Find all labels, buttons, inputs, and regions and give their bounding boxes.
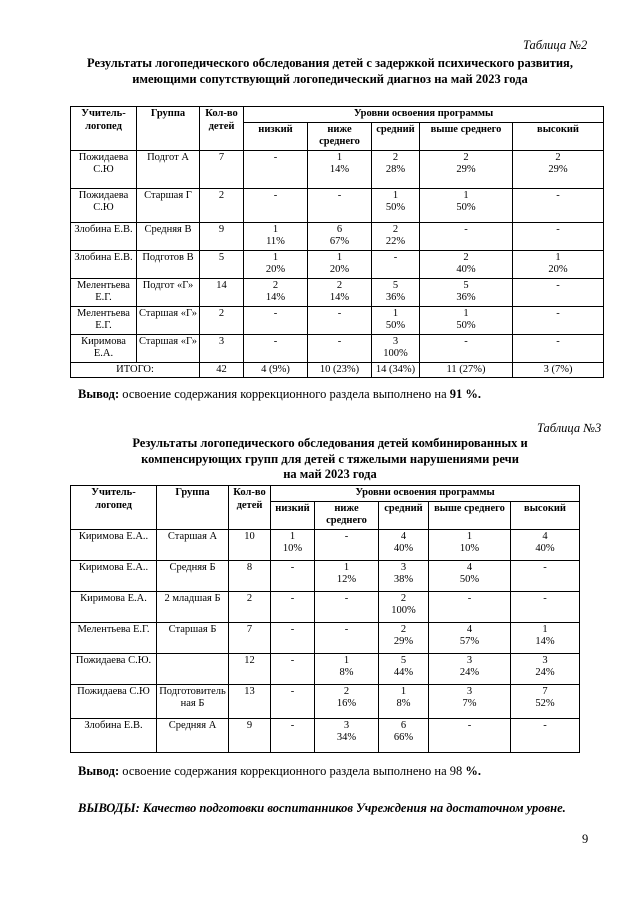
table-row (71, 718, 580, 752)
cell-high (513, 278, 604, 306)
cell-percent: 8% (339, 667, 354, 678)
table-row (71, 684, 580, 718)
cell-percent: 50% (459, 574, 480, 585)
table3-title-line3: на май 2023 года (283, 467, 377, 481)
cell-value: 1 (400, 685, 407, 697)
table3-header-low: низкий (271, 501, 315, 529)
cell-teacher: Киримова Е.А.. (71, 560, 157, 591)
cell-value: 6 (336, 223, 343, 235)
cell-low (271, 622, 315, 653)
cell-percent: 20% (548, 264, 568, 275)
cell-low (271, 684, 315, 718)
cell-teacher: Злобина Е.В. (71, 250, 137, 278)
cell-high (513, 250, 604, 278)
cell-value: 1 (463, 189, 469, 201)
cell-value: 2 (463, 251, 469, 263)
cell-above (429, 718, 511, 752)
table3-header-high: высокий (511, 501, 580, 529)
page-number: 9 (582, 832, 589, 846)
cell-group (157, 653, 229, 684)
cell-value: - (273, 335, 278, 347)
cell-value: 4 (542, 530, 548, 542)
cell-value: 1 (392, 307, 399, 319)
table3-title-line1: Результаты логопедического обследования детей комбинированных и (132, 436, 528, 450)
cell-teacher: Мелентьева Е.Г. (71, 278, 137, 306)
cell-count: 7 (200, 150, 244, 188)
cell-value: 1 (555, 251, 561, 263)
cell-teacher: Пожидаева С.Ю (71, 188, 137, 222)
table3-header-teacher: Учитель-логопед (71, 486, 157, 530)
cell-value: 3 (392, 335, 399, 347)
cell-avg (379, 718, 429, 752)
cell-value: 2 (463, 151, 469, 163)
cell-value: - (344, 623, 349, 635)
cell-low (244, 334, 308, 362)
cell-value: 3 (343, 719, 350, 731)
cell-high (513, 188, 604, 222)
cell-percent: 28% (385, 164, 406, 175)
cell-percent: 12% (336, 574, 357, 585)
cell-high (511, 718, 580, 752)
cell-value: - (344, 592, 349, 604)
cell-avg (379, 653, 429, 684)
cell-teacher: Мелентьева Е.Г. (71, 306, 137, 334)
table2-conclusion-label: Вывод: (78, 387, 120, 401)
cell-value: - (543, 592, 547, 604)
cell-below (315, 684, 379, 718)
cell-value: - (556, 189, 560, 201)
cell-group: Старшая А (157, 529, 229, 560)
cell-value: 2 (336, 279, 343, 291)
cell-value: 5 (463, 279, 469, 291)
cell-avg (379, 529, 429, 560)
cell-group: Средняя А (157, 718, 229, 752)
cell-avg (372, 222, 420, 250)
cell-percent: 57% (459, 636, 480, 647)
table-row (71, 150, 604, 188)
cell-percent: 29% (456, 164, 476, 175)
table-row (71, 334, 604, 362)
cell-value: - (337, 335, 342, 347)
table-row (71, 529, 580, 560)
cell-group: 2 младшая Б (157, 591, 229, 622)
table2-total-above: 11 (27%) (420, 362, 513, 378)
cell-value: - (290, 719, 295, 731)
cell-percent: 14% (329, 292, 350, 303)
cell-value: 1 (343, 561, 350, 573)
cell-percent: 40% (456, 264, 476, 275)
table2-title-line1: Результаты логопедического обследования детей с задержкой психического развития, (87, 56, 573, 70)
cell-count: 9 (200, 222, 244, 250)
cell-below (308, 150, 372, 188)
cell-teacher: Пожидаева С.Ю (71, 684, 157, 718)
cell-group: Средняя Б (157, 560, 229, 591)
table3-header-below: ниже среднего (315, 501, 379, 529)
cell-value: 1 (392, 189, 399, 201)
table2-total-label: ИТОГО: (71, 362, 200, 378)
cell-above (429, 560, 511, 591)
cell-percent: 10% (282, 543, 303, 554)
table-row (71, 591, 580, 622)
cell-avg (379, 684, 429, 718)
cell-high (511, 529, 580, 560)
table3 (70, 485, 580, 753)
cell-above (420, 222, 513, 250)
cell-above (420, 150, 513, 188)
cell-low (244, 278, 308, 306)
table2-total-high: 3 (7%) (513, 362, 604, 378)
cell-low (271, 529, 315, 560)
cell-percent: 50% (385, 320, 406, 331)
cell-avg (372, 306, 420, 334)
cell-count: 7 (229, 622, 271, 653)
table-row (71, 653, 580, 684)
table2-total-count: 42 (200, 362, 244, 378)
cell-percent: 11% (266, 236, 285, 247)
cell-value: 1 (272, 251, 279, 263)
cell-percent: 14% (329, 164, 350, 175)
table2-total-avg: 14 (34%) (372, 362, 420, 378)
cell-teacher: Злобина Е.В. (71, 718, 157, 752)
cell-value: - (273, 307, 278, 319)
cell-below (308, 306, 372, 334)
cell-value: - (337, 307, 342, 319)
cell-value: - (290, 592, 295, 604)
cell-high (511, 591, 580, 622)
cell-percent: 24% (535, 667, 555, 678)
cell-percent: 40% (393, 543, 414, 554)
cell-percent: 44% (393, 667, 414, 678)
table3-conclusion-text: освоение содержания коррекционного раздела выполнено на 98 (119, 764, 466, 778)
cell-group: Средняя В (137, 222, 200, 250)
cell-low (244, 188, 308, 222)
table2-body (71, 150, 604, 362)
cell-value: - (543, 719, 547, 731)
cell-percent: 50% (456, 202, 476, 213)
cell-percent: 50% (385, 202, 406, 213)
cell-percent: 14% (535, 636, 555, 647)
cell-percent: 22% (385, 236, 406, 247)
table2-conclusion (78, 387, 481, 402)
cell-above (420, 188, 513, 222)
cell-value: - (344, 530, 349, 542)
cell-high (511, 622, 580, 653)
table2-header-count: Кол-во детей (200, 107, 244, 151)
final-conclusion: ВЫВОДЫ: Качество подготовки воспитанников Учреждения на достаточном уровне. (78, 801, 566, 815)
table2-total-row (71, 362, 604, 378)
table-row (71, 278, 604, 306)
table2-header-high: высокий (513, 122, 604, 150)
cell-value: 2 (392, 223, 399, 235)
cell-group: Старшая Б (157, 622, 229, 653)
cell-group: Подготовитель ная Б (157, 684, 229, 718)
cell-value: 3 (466, 685, 473, 697)
cell-value: 1 (466, 530, 473, 542)
cell-count: 9 (229, 718, 271, 752)
cell-teacher: Пожидаева С.Ю (71, 150, 137, 188)
cell-low (271, 560, 315, 591)
cell-value: 4 (466, 623, 473, 635)
cell-value: 5 (392, 279, 399, 291)
cell-count: 2 (229, 591, 271, 622)
cell-value: 5 (400, 654, 407, 666)
cell-avg (379, 591, 429, 622)
cell-avg (372, 188, 420, 222)
cell-value: - (290, 654, 295, 666)
cell-value: 7 (542, 685, 548, 697)
cell-below (308, 334, 372, 362)
cell-below (308, 250, 372, 278)
cell-teacher: Злобина Е.В. (71, 222, 137, 250)
cell-avg (372, 334, 420, 362)
cell-value: 1 (272, 223, 279, 235)
table-row (71, 306, 604, 334)
cell-value: 1 (343, 654, 350, 666)
cell-percent: 14% (265, 292, 286, 303)
cell-value: 3 (400, 561, 407, 573)
cell-high (511, 653, 580, 684)
cell-above (429, 529, 511, 560)
cell-value: - (290, 623, 295, 635)
cell-value: 1 (289, 530, 296, 542)
cell-percent: 50% (456, 320, 476, 331)
cell-avg (372, 278, 420, 306)
cell-value: 3 (466, 654, 473, 666)
cell-value: 1 (336, 251, 343, 263)
cell-count: 2 (200, 306, 244, 334)
cell-percent: 7% (462, 698, 477, 709)
table3-header-avg: средний (379, 501, 429, 529)
table2 (70, 106, 604, 378)
cell-low (244, 306, 308, 334)
cell-value: - (464, 223, 468, 235)
cell-value: 2 (400, 623, 407, 635)
cell-value: - (556, 335, 560, 347)
cell-value: 2 (400, 592, 407, 604)
cell-value: - (467, 592, 472, 604)
cell-value: - (464, 335, 468, 347)
cell-percent: 29% (548, 164, 568, 175)
table2-label: Таблица №2 (523, 38, 588, 52)
cell-above (429, 591, 511, 622)
cell-teacher: Киримова Е.А.. (71, 529, 157, 560)
cell-value: - (337, 189, 342, 201)
cell-high (511, 684, 580, 718)
cell-avg (372, 250, 420, 278)
table3-conclusion-label: Вывод: (78, 764, 120, 778)
cell-percent: 52% (535, 698, 555, 709)
table2-header-teacher: Учитель-логопед (71, 107, 137, 151)
cell-value: - (290, 561, 295, 573)
cell-low (244, 222, 308, 250)
cell-value: 6 (400, 719, 407, 731)
cell-below (308, 278, 372, 306)
table3-conclusion-value: %. (465, 764, 482, 778)
cell-percent: 36% (385, 292, 406, 303)
table2-header-levels: Уровни освоения программы (244, 107, 604, 123)
cell-percent: 24% (459, 667, 480, 678)
table3-label: Таблица №3 (537, 421, 602, 435)
cell-value: 3 (542, 654, 548, 666)
cell-teacher: Мелентьева Е.Г. (71, 622, 157, 653)
cell-avg (372, 150, 420, 188)
cell-count: 13 (229, 684, 271, 718)
cell-percent: 36% (456, 292, 476, 303)
cell-value: 4 (400, 530, 407, 542)
cell-value: - (273, 151, 278, 163)
cell-low (271, 591, 315, 622)
cell-value: - (290, 685, 295, 697)
cell-above (420, 250, 513, 278)
table-row (71, 250, 604, 278)
cell-low (244, 150, 308, 188)
cell-value: - (273, 189, 278, 201)
cell-percent: 20% (265, 264, 286, 275)
cell-high (513, 306, 604, 334)
cell-low (244, 250, 308, 278)
cell-percent: 29% (393, 636, 414, 647)
cell-count: 10 (229, 529, 271, 560)
table-row (71, 560, 580, 591)
cell-below (315, 591, 379, 622)
cell-value: 2 (272, 279, 279, 291)
cell-high (511, 560, 580, 591)
cell-value: - (543, 561, 547, 573)
cell-high (513, 222, 604, 250)
cell-value: 1 (336, 151, 343, 163)
table-row (71, 222, 604, 250)
cell-value: - (393, 251, 398, 263)
cell-low (271, 653, 315, 684)
table2-header-below: ниже среднего (308, 122, 372, 150)
cell-percent: 16% (336, 698, 357, 709)
cell-group: Старшая Г (137, 188, 200, 222)
cell-group: Подготов В (137, 250, 200, 278)
table3-body (71, 529, 580, 752)
cell-above (429, 653, 511, 684)
table2-conclusion-value: 91 %. (449, 387, 482, 401)
table3-header-levels: Уровни освоения программы (271, 486, 580, 502)
cell-percent: 8% (396, 698, 411, 709)
cell-percent: 66% (393, 732, 414, 743)
cell-value: 4 (466, 561, 473, 573)
cell-value: - (556, 223, 560, 235)
cell-count: 2 (200, 188, 244, 222)
cell-count: 5 (200, 250, 244, 278)
table2-header-group: Группа (137, 107, 200, 151)
table3-header-count: Кол-во детей (229, 486, 271, 530)
cell-percent: 20% (329, 264, 350, 275)
cell-below (315, 653, 379, 684)
cell-low (271, 718, 315, 752)
table2-title (40, 56, 620, 87)
table3-conclusion (78, 764, 481, 779)
cell-high (513, 150, 604, 188)
table-row (71, 622, 580, 653)
cell-below (315, 529, 379, 560)
cell-value: - (467, 719, 472, 731)
cell-value: - (556, 279, 560, 291)
cell-value: 2 (343, 685, 350, 697)
cell-count: 12 (229, 653, 271, 684)
table2-header-above: выше среднего (420, 122, 513, 150)
cell-avg (379, 622, 429, 653)
table2-total-below: 10 (23%) (308, 362, 372, 378)
table2-header-avg: средний (372, 122, 420, 150)
table2-title-line2: имеющими сопутствующий логопедический диагноз на май 2023 года (132, 71, 528, 86)
cell-group: Старшая «Г» (137, 334, 200, 362)
cell-teacher: Киримова Е.А. (71, 334, 137, 362)
cell-value: 2 (555, 151, 561, 163)
cell-percent: 38% (393, 574, 414, 585)
cell-value: 1 (542, 623, 548, 635)
cell-percent: 100% (391, 605, 416, 616)
cell-percent: 10% (459, 543, 480, 554)
table3-title-line2: компенсирующих групп для детей с тяжелыми нарушениями речи (141, 451, 519, 466)
cell-above (420, 306, 513, 334)
cell-count: 8 (229, 560, 271, 591)
table3-header-group: Группа (157, 486, 229, 530)
table2-header-low: низкий (244, 122, 308, 150)
cell-percent: 40% (535, 543, 555, 554)
cell-percent: 67% (329, 236, 350, 247)
cell-above (420, 334, 513, 362)
cell-above (429, 684, 511, 718)
cell-percent: 100% (383, 348, 408, 359)
cell-above (429, 622, 511, 653)
cell-below (308, 222, 372, 250)
cell-group: Подгот А (137, 150, 200, 188)
table-row (71, 188, 604, 222)
cell-percent: 34% (336, 732, 357, 743)
cell-high (513, 334, 604, 362)
cell-value: - (556, 307, 560, 319)
cell-count: 14 (200, 278, 244, 306)
table2-conclusion-text: освоение содержания коррекционного раздела выполнено на (119, 387, 450, 401)
table2-total-low: 4 (9%) (244, 362, 308, 378)
cell-above (420, 278, 513, 306)
cell-teacher: Пожидаева С.Ю. (71, 653, 157, 684)
cell-value: 2 (392, 151, 399, 163)
cell-count: 3 (200, 334, 244, 362)
table3-header-above: выше среднего (429, 501, 511, 529)
cell-below (315, 622, 379, 653)
cell-teacher: Киримова Е.А. (71, 591, 157, 622)
cell-value: 1 (463, 307, 469, 319)
cell-group: Подгот «Г» (137, 278, 200, 306)
cell-below (315, 718, 379, 752)
cell-below (308, 188, 372, 222)
cell-group: Старшая «Г» (137, 306, 200, 334)
cell-avg (379, 560, 429, 591)
table3-title (40, 436, 620, 483)
cell-below (315, 560, 379, 591)
